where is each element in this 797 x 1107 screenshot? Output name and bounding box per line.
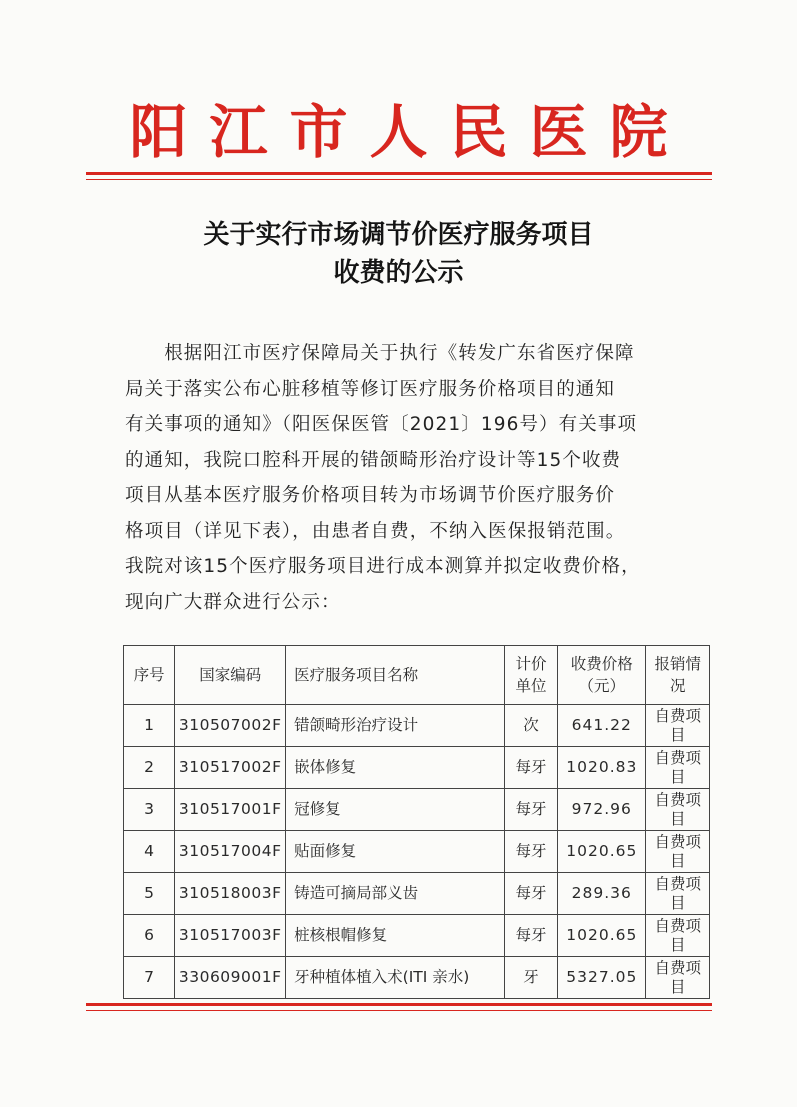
letterhead-rule-bottom: [86, 179, 712, 180]
header-name: 医疗服务项目名称: [286, 646, 505, 705]
table-row: [124, 789, 710, 831]
header-seq: 序号: [124, 646, 175, 705]
cell-code: 310518003F: [175, 873, 286, 915]
cell-code: 310517001F: [175, 789, 286, 831]
cell-seq: 2: [124, 747, 175, 789]
body-line: 有关事项的通知》（阳医保医管〔2021〕196号）有关事项: [125, 414, 638, 435]
cell-seq: 5: [124, 873, 175, 915]
body-line: 局关于落实公布心脏移植等修订医疗服务价格项目的通知: [125, 378, 616, 400]
table-row: [124, 747, 710, 789]
cell-unit: 每牙: [505, 831, 558, 873]
notice-body: [125, 336, 700, 620]
cell-name: 贴面修复: [286, 831, 505, 873]
cell-code: 310507002F: [175, 705, 286, 747]
cell-price: 5327.05: [558, 957, 646, 999]
table-row: [124, 705, 710, 747]
body-line: 的通知，我院口腔科开展的错颌畸形治疗设计等15个收费: [125, 449, 622, 471]
cell-code: 310517002F: [175, 747, 286, 789]
cell-price: 1020.83: [558, 747, 646, 789]
footer-rule-bottom: [86, 1010, 712, 1011]
body-line: 现向广大群众进行公示：: [125, 591, 341, 613]
table-row: [124, 915, 710, 957]
fee-table-header-row: [124, 646, 710, 705]
cell-report: 自费项目: [646, 747, 710, 789]
header-unit: 计价单位: [505, 646, 558, 705]
body-line: 格项目（详见下表），由患者自费，不纳入医保报销范围。: [125, 520, 626, 542]
cell-name: 牙种植体植入术(ITI 亲水): [286, 957, 505, 999]
cell-report: 自费项目: [646, 915, 710, 957]
header-code: 国家编码: [175, 646, 286, 705]
table-row: [124, 873, 710, 915]
header-report: 报销情况: [646, 646, 710, 705]
cell-code: 310517004F: [175, 831, 286, 873]
cell-price: 972.96: [558, 789, 646, 831]
fee-table: [123, 645, 710, 999]
body-line: 项目从基本医疗服务价格项目转为市场调节价医疗服务价: [125, 485, 616, 506]
body-line: 我院对该15个医疗服务项目进行成本测算并拟定收费价格，: [125, 556, 641, 577]
cell-price: 1020.65: [558, 915, 646, 957]
cell-unit: 每牙: [505, 915, 558, 957]
cell-report: 自费项目: [646, 705, 710, 747]
cell-seq: 7: [124, 957, 175, 999]
cell-unit: 牙: [505, 957, 558, 999]
cell-price: 1020.65: [558, 831, 646, 873]
body-line: 根据阳江市医疗保障局关于执行《转发广东省医疗保障: [125, 343, 635, 364]
notice-title-line1: 关于实行市场调节价医疗服务项目: [203, 220, 594, 250]
cell-price: 289.36: [558, 873, 646, 915]
cell-report: 自费项目: [646, 789, 710, 831]
cell-name: 桩核根帽修复: [286, 915, 505, 957]
cell-name: 冠修复: [286, 789, 505, 831]
cell-name: 嵌体修复: [286, 747, 505, 789]
cell-seq: 6: [124, 915, 175, 957]
cell-unit: 每牙: [505, 747, 558, 789]
cell-seq: 4: [124, 831, 175, 873]
cell-unit: 每牙: [505, 873, 558, 915]
cell-name: 铸造可摘局部义齿: [286, 873, 505, 915]
table-row: [124, 831, 710, 873]
cell-report: 自费项目: [646, 957, 710, 999]
header-price: 收费价格（元）: [558, 646, 646, 705]
cell-name: 错颌畸形治疗设计: [286, 705, 505, 747]
letterhead-rule-top: [86, 172, 712, 175]
cell-seq: 3: [124, 789, 175, 831]
cell-code: 310517003F: [175, 915, 286, 957]
cell-seq: 1: [124, 705, 175, 747]
cell-unit: 次: [505, 705, 558, 747]
cell-report: 自费项目: [646, 831, 710, 873]
notice-title-line2: 收费的公示: [333, 258, 464, 288]
footer-rule-top: [86, 1003, 712, 1006]
letterhead-org-name: 阳江市人民医院: [129, 98, 690, 166]
cell-code: 330609001F: [175, 957, 286, 999]
table-row: [124, 957, 710, 999]
cell-report: 自费项目: [646, 873, 710, 915]
cell-price: 641.22: [558, 705, 646, 747]
cell-unit: 每牙: [505, 789, 558, 831]
